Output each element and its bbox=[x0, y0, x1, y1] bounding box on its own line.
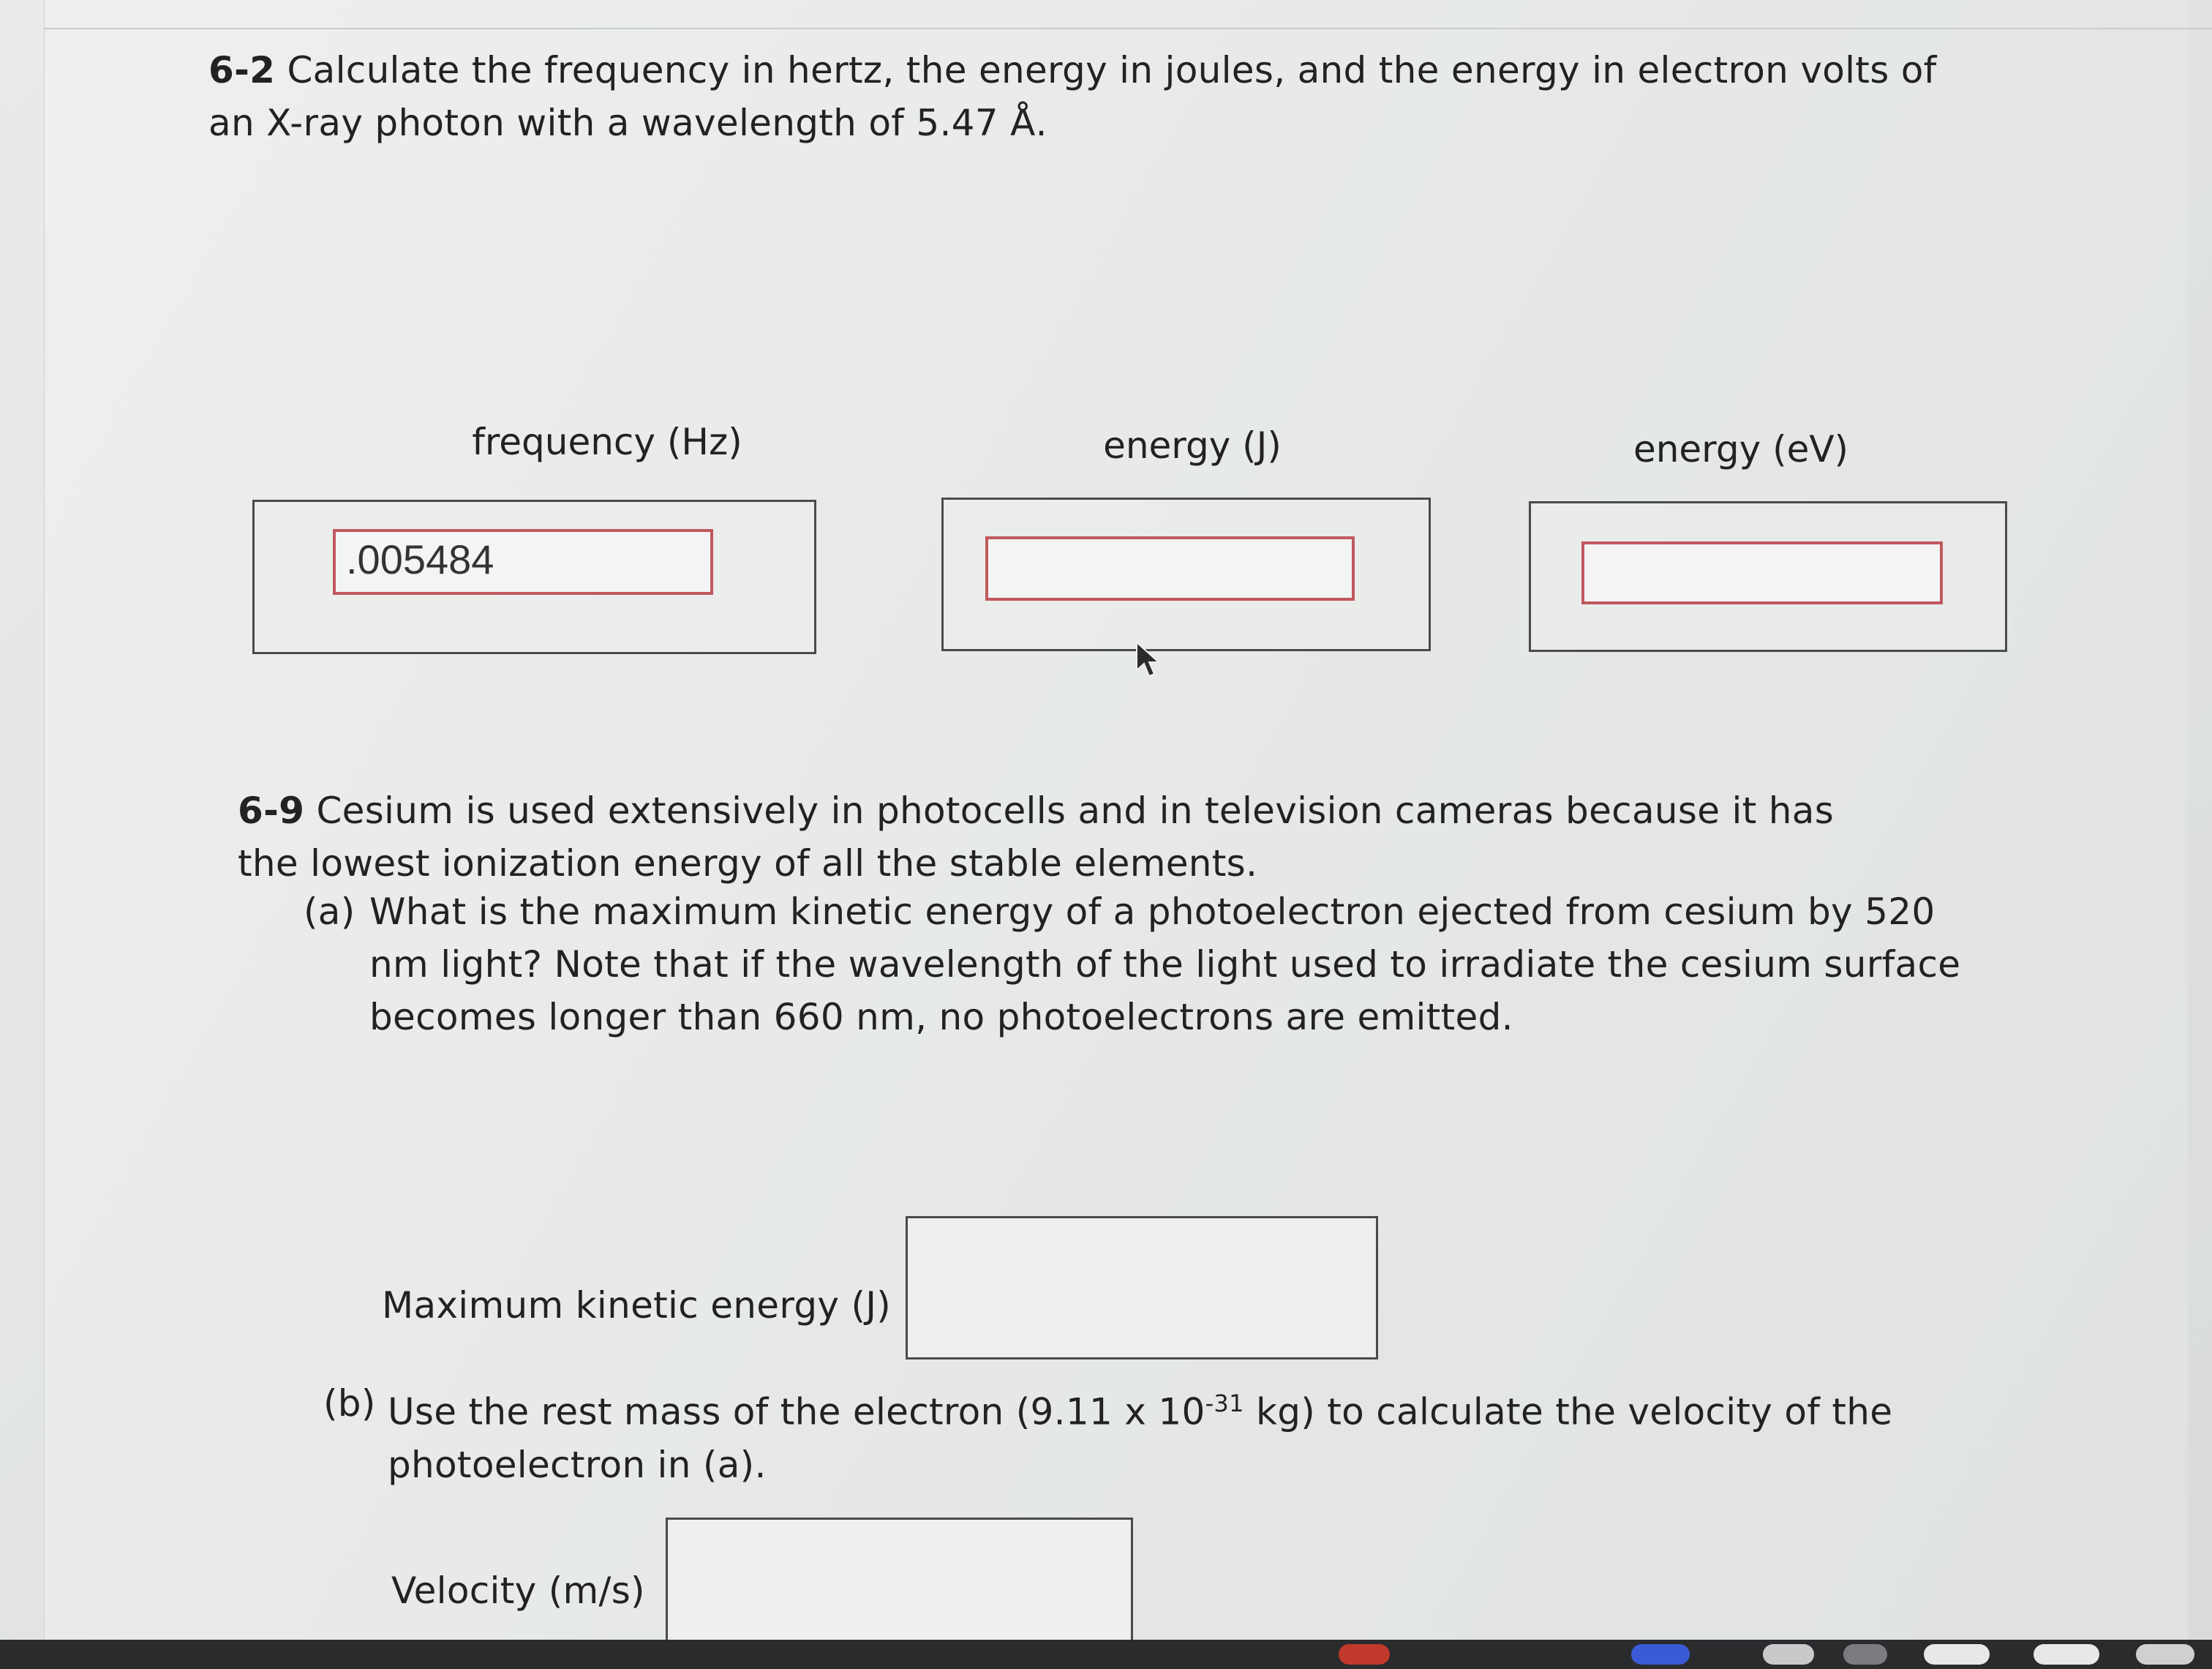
part-b-marker: (b) bbox=[323, 1382, 376, 1425]
dock-icon[interactable] bbox=[1924, 1644, 1990, 1665]
taskbar bbox=[0, 1640, 2212, 1669]
energy-ev-label: energy (eV) bbox=[1633, 428, 1849, 470]
question-number: 6-9 bbox=[238, 790, 305, 832]
energy-ev-input[interactable] bbox=[1581, 541, 1943, 604]
dock-icon[interactable] bbox=[1631, 1644, 1690, 1665]
part-b-text-start: Use the rest mass of the electron (9.11 x 10 bbox=[388, 1390, 1205, 1433]
part-b-text-end: kg) to calculate the velocity of the photoelectron in (a). bbox=[388, 1390, 1893, 1486]
dock-icon[interactable] bbox=[1339, 1644, 1390, 1665]
frequency-label: frequency (Hz) bbox=[472, 421, 742, 463]
dock-icon[interactable] bbox=[2034, 1644, 2099, 1665]
dock-icon[interactable] bbox=[1843, 1644, 1887, 1665]
page-top-divider bbox=[44, 28, 2212, 29]
mouse-pointer-icon bbox=[1134, 641, 1163, 679]
question-number: 6-2 bbox=[208, 49, 276, 91]
energy-j-label: energy (J) bbox=[1103, 424, 1282, 467]
question-6-9-intro bbox=[238, 784, 1869, 890]
question-text: Calculate the frequency in hertz, the energy in joules, and the energy in electron volts of an X-ray photon with a wavelength of 5.47 Å. bbox=[208, 49, 1937, 144]
part-b-exponent: -31 bbox=[1205, 1389, 1244, 1417]
velocity-label: Velocity (m/s) bbox=[391, 1569, 645, 1612]
energy-j-input[interactable] bbox=[985, 536, 1355, 601]
question-text: Cesium is used extensively in photocells and in television cameras because it has the lowest ionization energy of all the stable elements. bbox=[238, 790, 1835, 885]
max-ke-label: Maximum kinetic energy (J) bbox=[382, 1284, 892, 1327]
part-b-text bbox=[388, 1377, 1938, 1491]
part-a-marker: (a) bbox=[304, 890, 356, 933]
frequency-input[interactable]: .005484 bbox=[333, 529, 713, 595]
dock-icon[interactable] bbox=[1763, 1644, 1814, 1665]
question-6-2 bbox=[208, 44, 1979, 149]
dock-icon[interactable] bbox=[2136, 1644, 2194, 1665]
max-ke-input[interactable] bbox=[906, 1216, 1378, 1359]
part-a-text: What is the maximum kinetic energy of a photoelectron ejected from cesium by 520 nm light? Note that if the wavelength of the light used to irradiate the cesium surface becomes longer than 660 nm, no photoelectrons are emitted. bbox=[369, 890, 1961, 1038]
